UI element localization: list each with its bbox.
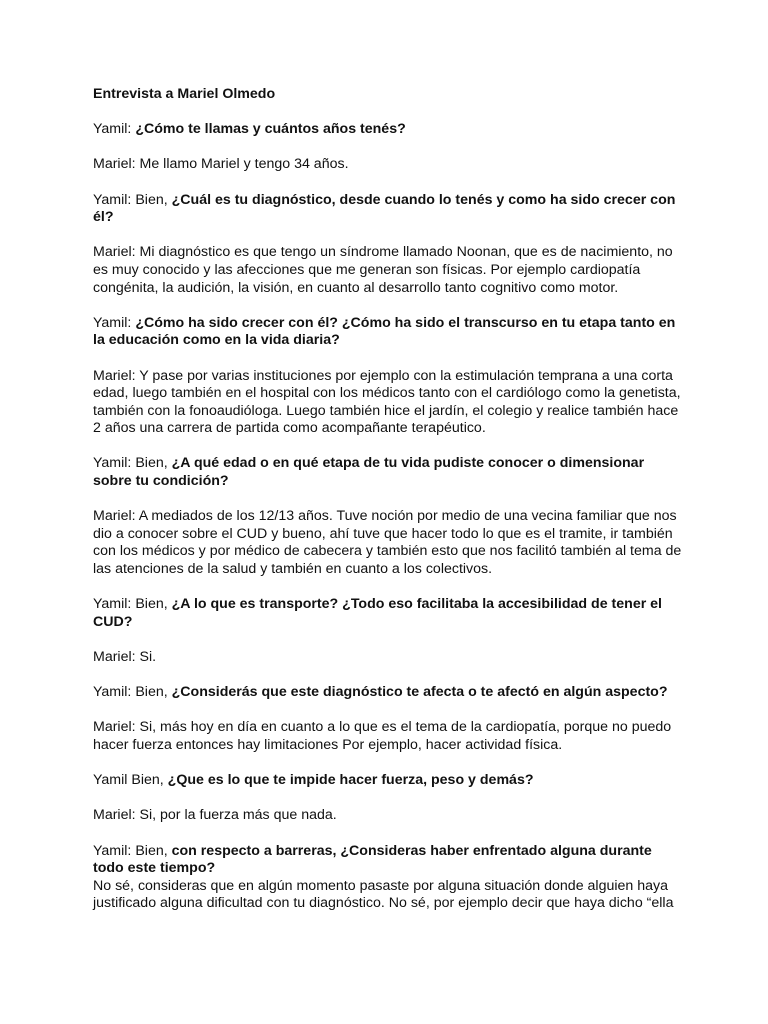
answer-text: Si. <box>139 649 157 665</box>
question-lead: Bien, <box>135 455 168 472</box>
answer-5 <box>93 649 683 667</box>
question-text: ¿Cómo te llamas y cuántos años tenés? <box>135 121 406 138</box>
question-followup: No sé, consideras que en algún momento pasaste por alguna situación donde alguien haya justificado alguna dificultad con tu diagnóstico. No sé, por ejemplo decir que haya dicho “ella <box>93 877 674 912</box>
speaker-label: Yamil: <box>93 455 132 472</box>
question-text: con respecto a barreras, ¿Consideras haber enfrentado alguna durante todo este tiempo? <box>93 842 652 877</box>
question-text: ¿Cómo ha sido crecer con él? ¿Cómo ha sido el transcurso en tu etapa tanto en la educación como en la vida diaria? <box>93 314 676 349</box>
question-lead: Bien, <box>135 596 168 613</box>
question-lead: Bien, <box>131 772 164 789</box>
question-lead: Bien, <box>135 842 168 859</box>
question-5 <box>93 596 683 631</box>
question-text: ¿Considerás que este diagnóstico te afecta o te afectó en algún aspecto? <box>171 684 668 701</box>
speaker-label: Mariel: <box>93 807 136 824</box>
answer-2 <box>93 244 683 297</box>
question-text: ¿Cuál es tu diagnóstico, desde cuando lo tenés y como ha sido crecer con él? <box>93 191 676 226</box>
speaker-label: Mariel: <box>93 719 136 736</box>
question-lead: Bien, <box>135 684 168 701</box>
speaker-label: Mariel: <box>93 244 136 261</box>
question-1 <box>93 121 683 139</box>
question-lead: Bien, <box>135 191 168 208</box>
question-4 <box>93 455 683 490</box>
answer-1 <box>93 156 683 174</box>
question-text: ¿A qué edad o en qué etapa de tu vida pudiste conocer o dimensionar sobre tu condición? <box>93 455 645 490</box>
answer-text: A mediados de los 12/13 años. Tuve noción por medio de una vecina familiar que nos dio a conocer sobre el CUD y bueno, ahí tuve que hacer todo lo que es el tramite, ir también con los médicos y por médico de cabecera y también esto que nos facilitó también al tema de las atenciones de la salud y también en cuanto a los colectivos. <box>93 508 682 578</box>
speaker-label: Mariel: <box>93 156 136 173</box>
answer-4 <box>93 508 683 578</box>
answer-text: Me llamo Mariel y tengo 34 años. <box>139 156 349 173</box>
speaker-label: Yamil: <box>93 314 132 331</box>
speaker-label: Yamil: <box>93 596 132 613</box>
document-page <box>93 86 683 913</box>
question-6 <box>93 684 683 702</box>
question-3 <box>93 315 683 350</box>
answer-7 <box>93 807 683 825</box>
answer-text: Mi diagnóstico es que tengo un síndrome llamado Noonan, que es de nacimiento, no es muy conocido y las afecciones que me generan son físicas. Por ejemplo cardiopatía congénita, la audición, la visión, en cuanto al desarrollo tanto cognitivo como motor. <box>93 244 673 296</box>
speaker-label: Yamil <box>93 772 128 789</box>
speaker-label: Mariel: <box>93 367 136 384</box>
answer-text: Si, más hoy en día en cuanto a lo que es el tema de la cardiopatía, porque no puedo hacer fuerza entonces hay limitaciones Por ejemplo, hacer actividad física. <box>93 719 672 753</box>
speaker-label: Mariel: <box>93 649 136 665</box>
speaker-label: Mariel: <box>93 508 136 525</box>
question-text: ¿A lo que es transporte? ¿Todo eso facilitaba la accesibilidad de tener el CUD? <box>93 596 662 630</box>
document-title: Entrevista a Mariel Olmedo <box>93 86 276 102</box>
speaker-label: Yamil: <box>93 684 132 701</box>
speaker-label: Yamil: <box>93 842 132 859</box>
question-2 <box>93 192 683 227</box>
question-text: ¿Que es lo que te impide hacer fuerza, peso y demás? <box>167 772 534 789</box>
answer-6 <box>93 719 683 754</box>
question-7 <box>93 772 683 790</box>
answer-text: Si, por la fuerza más que nada. <box>139 807 337 824</box>
speaker-label: Yamil: <box>93 191 132 208</box>
answer-text: Y pase por varias instituciones por ejemplo con la estimulación temprana a una corta edad, luego también en el hospital con los médicos tanto con el cardiólogo como la genetista, también con la fonoaudióloga. Luego también hice el jardín, el colegio y realice también hace 2 años una carrera de partida como acompañante terapéutico. <box>93 367 681 437</box>
answer-3 <box>93 368 683 438</box>
speaker-label: Yamil: <box>93 121 132 138</box>
question-8 <box>93 843 683 878</box>
